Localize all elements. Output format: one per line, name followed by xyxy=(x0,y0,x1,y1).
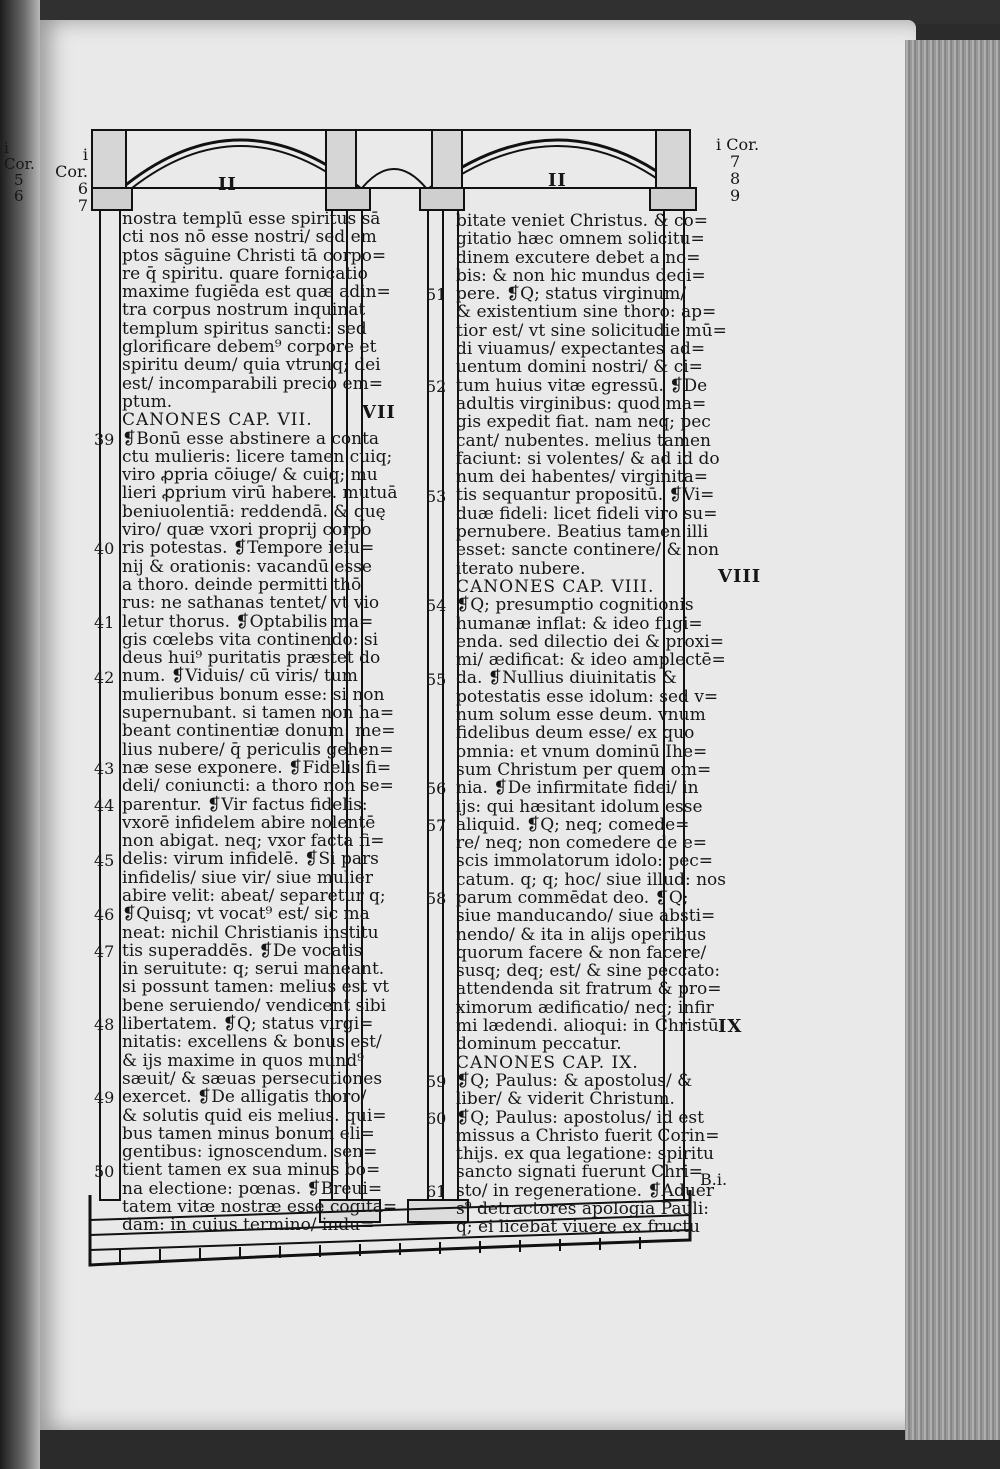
text-line: mi/ ædificat: & ideo amplectē= xyxy=(456,650,726,671)
text-line: tum huius vitæ egressū. ❡De xyxy=(456,375,708,396)
text-line: templum spiritus sancti: sed xyxy=(122,318,367,339)
text-line: tient tamen ex sua minus bo= xyxy=(122,1160,381,1181)
text-line: est/ incomparabili precio em= xyxy=(122,373,383,394)
ref-line: 8 xyxy=(730,169,741,188)
text-line: bene seruiendo/ vendicent sibi xyxy=(122,995,387,1016)
text-line: humanæ inflat: & ideo fugi= xyxy=(456,613,703,634)
text-line: gis expedit fiat. nam neq; pec xyxy=(456,412,711,433)
right-text-column xyxy=(456,212,727,1237)
text-line: & ijs maxime in quos mund⁹ xyxy=(122,1050,364,1071)
text-line: tatem vitæ nostræ esse cogitā= xyxy=(122,1197,398,1218)
verse-number: 45 xyxy=(94,850,115,870)
text-line: pernubere. Beatius tamen illi xyxy=(456,522,709,543)
text-line: num. ❡Viduis/ cū viris/ tum xyxy=(122,666,358,687)
text-line: aliquid. ❡Q; neq; comede= xyxy=(456,814,690,835)
text-line: non abigat. neq; vxor facta fi= xyxy=(122,831,385,852)
text-line: bitate veniet Christus. & co= xyxy=(456,211,709,231)
text-line: attendenda sit fratrum & pro= xyxy=(456,979,722,1000)
text-line: catum. q; q; hoc/ siue illud: nos xyxy=(456,869,726,890)
text-line: tior est/ vt sine solicitudie mū= xyxy=(456,320,727,341)
left-margin-line: i Cor. xyxy=(4,139,35,173)
ref-line: 6 xyxy=(77,179,88,198)
verse-number: 56 xyxy=(426,779,447,799)
verse-number: 44 xyxy=(94,795,115,815)
text-line: sæuit/ & sæuas persecutiones xyxy=(122,1068,383,1089)
text-line: dominum peccatur. xyxy=(456,1034,622,1055)
text-line: ❡Q; presumptio cognitionis xyxy=(456,595,694,616)
text-line: mi lædendi. alioqui: in Christū xyxy=(456,1016,719,1037)
text-line: di viuamus/ expectantes ad= xyxy=(456,339,706,360)
text-line: bus tamen minus bonum eli= xyxy=(122,1123,375,1144)
text-line: re q̄ spiritu. quare fornicatio xyxy=(122,263,368,284)
text-line: spiritu deum/ quia vtrunq; dei xyxy=(122,355,381,376)
outer-ref-right xyxy=(716,136,766,204)
text-line: ctu mulieris: licere tamen cuiq; xyxy=(122,446,393,467)
text-line: letur thorus. ❡Optabilis ma= xyxy=(122,611,374,632)
text-line: faciunt: si volentes/ & ad id do xyxy=(456,448,720,469)
text-line: ❡Bonū esse abstinere a conta xyxy=(122,428,380,449)
verse-number: 51 xyxy=(426,285,447,305)
ref-line: i Cor. xyxy=(55,145,88,181)
signature-mark: B.i. xyxy=(700,1170,728,1189)
text-line: q; ei licebat viuere ex fructu xyxy=(456,1217,700,1238)
text-line: nitatis: excellens & bonus est/ xyxy=(122,1032,382,1053)
verse-number: 54 xyxy=(426,596,447,616)
text-line: & existentium sine thoro: ap= xyxy=(456,302,717,323)
text-line: omnia: et vnum dominū Ihe= xyxy=(456,741,708,762)
text-line: maxime fugiēda est quæ adin= xyxy=(122,282,391,303)
verse-number: 61 xyxy=(426,1181,447,1201)
verse-number: 58 xyxy=(426,889,447,909)
text-line: scis immolatorum idolo: pec= xyxy=(456,851,714,872)
text-line: nia. ❡De infirmitate fidei/ in xyxy=(456,778,699,799)
text-line: parum commēdat deo. ❡Q; xyxy=(456,887,689,908)
text-line: vxorē infidelem abire nolentē xyxy=(122,812,376,833)
chapter-marker-center: VII xyxy=(362,402,396,423)
verse-number: 55 xyxy=(426,669,447,689)
text-line: sto/ in regeneratione. ❡Aduer xyxy=(456,1180,714,1201)
left-margin-line: 5 xyxy=(14,171,24,189)
ref-line: i Cor. xyxy=(716,135,760,154)
outer-ref-left xyxy=(52,146,88,214)
text-line: beant continentiæ donum: me= xyxy=(122,721,396,742)
verse-number: 49 xyxy=(94,1088,115,1108)
ref-line: 9 xyxy=(730,186,741,205)
verse-number: 53 xyxy=(426,486,447,506)
text-line: infidelis/ siue vir/ siue mulier xyxy=(122,867,373,888)
text-line: tis superaddēs. ❡De vocatis xyxy=(122,940,363,961)
text-line: liber/ & viderit Christum. xyxy=(456,1089,675,1110)
header-roman-left: II xyxy=(218,174,237,195)
text-line: mulieribus bonum esse: si non xyxy=(122,684,385,705)
text-line: si possunt tamen: melius est vt xyxy=(122,977,390,998)
text-line: duæ fideli: licet fideli viro su= xyxy=(456,503,718,524)
text-line: gentibus: ignoscendum. sen= xyxy=(122,1142,378,1163)
text-line: gitatio hæc omnem solicitu= xyxy=(456,229,705,250)
text-line: exercet. ❡De alligatis thoro/ xyxy=(122,1087,367,1108)
text-line: potestatis esse idolum: sed v= xyxy=(456,686,719,707)
text-line: thijs. ex qua legatione: spiritu xyxy=(456,1144,714,1165)
text-line: susq; deq; est/ & sine peccato: xyxy=(456,961,721,982)
text-line: s⁹ detractores apologia Pauli: xyxy=(456,1199,710,1220)
verse-number: 50 xyxy=(94,1161,115,1181)
verse-number: 59 xyxy=(426,1072,447,1092)
left-text-column xyxy=(122,210,398,1235)
text-line: lius nubere/ q̄ periculis gehen= xyxy=(122,739,394,760)
verse-number: 47 xyxy=(94,942,115,961)
verse-number: 46 xyxy=(94,905,115,925)
text-line: delis: virum infidelē. ❡Si pars xyxy=(122,849,379,870)
text-line: viro ꝓpria cōiuge/ & cuiq; mu xyxy=(122,465,378,486)
text-line: ptum. xyxy=(122,391,173,412)
text-line: nostra templū esse spiritus sā xyxy=(122,209,381,229)
text-line: & solutis quid eis melius. qui= xyxy=(122,1105,387,1126)
text-line: ❡Q; Paulus: apostolus/ id est xyxy=(456,1107,704,1128)
text-line: nij & orationis: vacandū esse xyxy=(122,556,372,577)
text-line: viro/ quæ vxori proprij corpo xyxy=(122,520,372,541)
chapter-heading: CANONES CAP. VII. xyxy=(122,410,313,431)
chapter-heading: CANONES CAP. VIII. xyxy=(456,576,655,597)
text-line: deus hui⁹ puritatis præstet do xyxy=(122,648,381,669)
verse-number: 41 xyxy=(94,612,115,632)
verse-number: 42 xyxy=(94,667,115,687)
text-line: ❡Q; Paulus: & apostolus/ & xyxy=(456,1070,693,1091)
text-line: uentum domini nostri/ & ci= xyxy=(456,357,703,378)
text-line: re/ neq; non comedere de e= xyxy=(456,833,707,854)
verse-number: 39 xyxy=(94,429,115,449)
text-line: abire velit: abeat/ separetur q; xyxy=(122,885,386,906)
text-line: beniuolentiā: reddendā. & quę xyxy=(122,501,386,522)
text-line: fidelibus deum esse/ ex quo xyxy=(456,723,695,744)
verse-number: 52 xyxy=(426,376,447,396)
ref-line: 7 xyxy=(77,196,88,215)
text-line: a thoro. deinde permitti thō xyxy=(122,574,362,595)
text-line: bis: & non hic mundus deci= xyxy=(456,265,706,286)
verse-number: 40 xyxy=(94,539,115,559)
text-line: quorum facere & non facere/ xyxy=(456,942,707,963)
text-line: libertatem. ❡Q; status virgi= xyxy=(122,1014,374,1035)
ref-line: 7 xyxy=(730,152,741,171)
chapter-heading: CANONES CAP. IX. xyxy=(456,1052,639,1073)
text-line: parentur. ❡Vir factus fidelis: xyxy=(122,794,368,815)
text-line: tis sequantur propositū. ❡Vi= xyxy=(456,485,715,506)
text-line: num solum esse deum. vnum xyxy=(456,705,706,726)
text-line: deli/ coniuncti: a thoro non se= xyxy=(122,776,394,797)
text-line: dinem excutere debet a no= xyxy=(456,247,701,268)
text-line: pere. ❡Q; status virginum/ xyxy=(456,284,687,305)
text-line: lieri ꝓprium virū habere. mutuā xyxy=(122,483,398,504)
text-line: missus a Christo fuerit Corin= xyxy=(456,1125,720,1146)
text-line: in seruitute: q; serui maneant. xyxy=(122,959,385,980)
text-line: iterato nubere. xyxy=(456,558,586,579)
left-margin-line: 6 xyxy=(14,187,24,205)
text-line: supernubant. si tamen non ha= xyxy=(122,703,395,724)
text-line: adultis virginibus: quod ma= xyxy=(456,393,707,414)
text-line: na electione: pœnas. ❡Breui= xyxy=(122,1178,383,1199)
text-line: esset: sancte continere/ & non xyxy=(456,540,720,561)
text-line: siue manducando/ siue absti= xyxy=(456,906,716,927)
text-line: rus: ne sathanas tentet/ vt vio xyxy=(122,593,380,614)
text-line: sum Christum per quem om= xyxy=(456,759,712,780)
text-line: ijs: qui hæsitant idolum esse xyxy=(456,796,703,817)
verse-number: 48 xyxy=(94,1015,115,1035)
text-line: næ sese exponere. ❡Fidelis fi= xyxy=(122,757,392,778)
text-line: nendo/ & ita in alijs operibus xyxy=(456,924,707,945)
text-line: ximorum ædificatio/ neq; infir xyxy=(456,997,714,1018)
verse-number: 57 xyxy=(426,815,447,835)
chapter-marker-right: VIII xyxy=(718,566,762,587)
text-line: gis cœlebs vita continendo: si xyxy=(122,629,379,650)
text-line: neat: nichil Christianis institu xyxy=(122,922,379,943)
text-line: enda. sed dilectio dei & proxi= xyxy=(456,631,724,652)
text-line: cti nos nō esse nostri/ sed em xyxy=(122,227,377,248)
text-line: tra corpus nostrum inquinat xyxy=(122,300,366,321)
text-line: dam: in cuius termino/ indu= xyxy=(122,1215,375,1236)
text-line: cant/ nubentes. melius tamen xyxy=(456,430,712,451)
text-line: da. ❡Nullius diuinitatis & xyxy=(456,668,677,689)
text-line: num dei habentes/ virginita= xyxy=(456,467,709,488)
verse-number: 60 xyxy=(426,1108,447,1128)
text-line: ris potestas. ❡Tempore ieiu= xyxy=(122,538,375,559)
verse-number: 43 xyxy=(94,759,115,778)
text-line: glorificare debem⁹ corpore et xyxy=(122,337,377,358)
header-roman-right: II xyxy=(548,170,567,191)
text-line: sancto signati fuerunt Chri= xyxy=(456,1162,703,1183)
chapter-marker-right: IX xyxy=(718,1016,743,1037)
text-line: ❡Quisq; vt vocat⁹ est/ sic ma xyxy=(122,904,370,925)
text-line: ptos sāguine Christi tā corpo= xyxy=(122,245,387,266)
